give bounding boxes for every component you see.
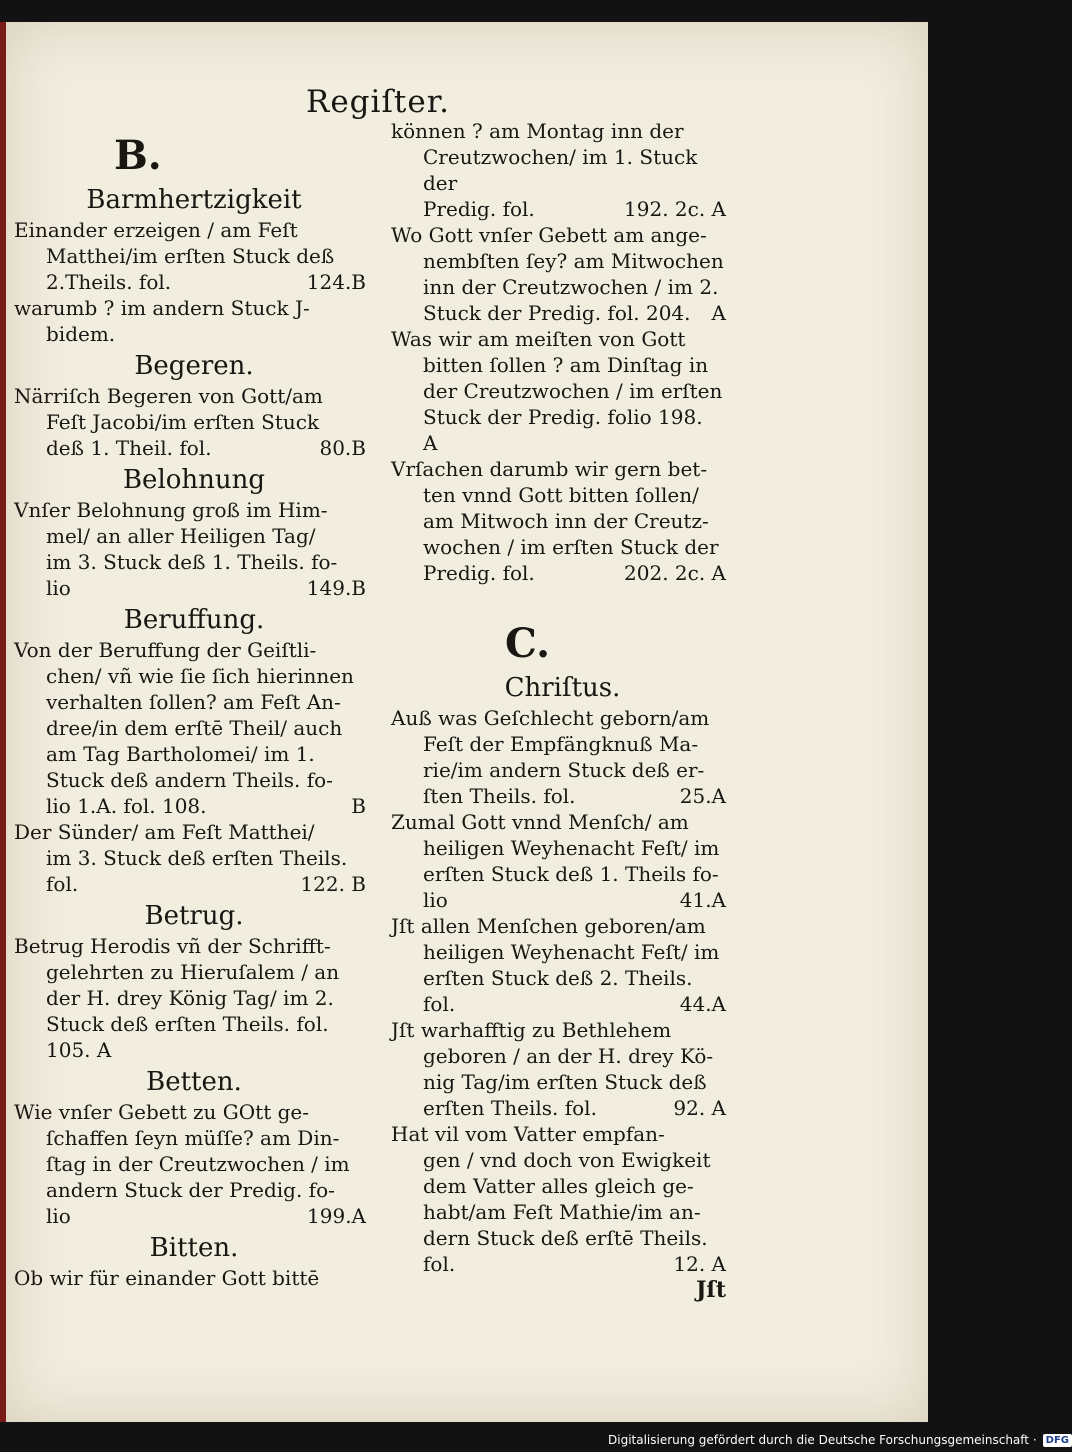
index-entry [14, 295, 374, 347]
entry-line: fol. 12. A [391, 1251, 734, 1277]
index-entry [391, 1121, 734, 1277]
folio-reference: 149.B [306, 576, 366, 600]
entry-line: ten vnnd Gott bitten ſollen/ [423, 483, 699, 507]
topic-heading: Betrug. [144, 901, 244, 931]
entry-line: dem Vatter alles gleich ge- [423, 1174, 694, 1198]
topic-heading: Belohnung [122, 465, 266, 495]
entry-line: verhalten ſollen? am Feſt An- [46, 690, 341, 714]
folio-reference: 44.A [679, 992, 726, 1016]
folio-reference: B [351, 794, 366, 818]
entry-line: warumb ? im andern Stuck J- [14, 296, 310, 320]
entry-line: Hat vil vom Vatter empfan- [391, 1122, 665, 1146]
entry-line: chen/ vñ wie ſie ſich hierinnen [46, 664, 354, 688]
book-page [6, 22, 928, 1422]
entry-line: am Tag Bartholomei/ im 1. [46, 742, 315, 766]
entry-line: 2.Theils. fol. 124.B [14, 269, 374, 295]
footer-text: Digitalisierung gefördert durch die Deutsche Forschungsgemeinschaft · [608, 1433, 1037, 1447]
entry-line: bidem. [46, 322, 116, 346]
entry-line: 105. A [46, 1038, 112, 1062]
entry-line: erſten Stuck deß 1. Theils fo- [423, 862, 719, 886]
topic-heading: Chriſtus. [504, 673, 621, 703]
index-entry [14, 217, 374, 295]
entry-line: ſten Theils. fol. 25.A [391, 783, 734, 809]
entry-line: Stuck der Predig. fol. 204. A [391, 300, 734, 326]
topic-heading: Beruffung. [123, 605, 265, 635]
entry-line: lio 1.A. fol. 108. B [14, 793, 374, 819]
entry-line: erſten Theils. fol. 92. A [391, 1095, 734, 1121]
entry-line: nembſten ſey? am Mitwochen [423, 249, 724, 273]
entry-line: A [423, 431, 438, 455]
entry-line: Matthei/im erſten Stuck deß [46, 244, 335, 268]
folio-reference: 25.A [679, 784, 726, 808]
entry-line: Was wir am meiſten von Gott [391, 327, 686, 351]
index-entry [391, 118, 734, 222]
folio-reference: 41.A [679, 888, 726, 912]
index-entry [14, 497, 374, 601]
section-letter: B. [114, 132, 162, 179]
folio-reference: 12. A [673, 1252, 726, 1276]
section-letter: C. [504, 620, 551, 667]
entry-line: ſtag in der Creutzwochen / im [46, 1152, 350, 1176]
entry-line: heiligen Weyhenacht Feſt/ im [423, 836, 720, 860]
entry-line: im 3. Stuck deß erſten Theils. [46, 846, 348, 870]
entry-line: Zumal Gott vnnd Menſch/ am [391, 810, 689, 834]
entry-line: Stuck der Predig. folio 198. [423, 405, 703, 429]
folio-reference: 92. A [673, 1096, 726, 1120]
folio-reference: 192. 2c. A [624, 197, 726, 221]
entry-line: bitten ſollen ? am Dinſtag in [423, 353, 709, 377]
entry-line: gelehrten zu Hieruſalem / an [46, 960, 340, 984]
entry-line: inn der Creutzwochen / im 2. [423, 275, 719, 299]
entry-line: Stuck deß erſten Theils. fol. [46, 1012, 329, 1036]
index-entry [391, 456, 734, 586]
entry-line: Auß was Geſchlecht geborn/am [391, 706, 710, 730]
entry-line: lio 149.B [14, 575, 374, 601]
entry-line: rie/im andern Stuck deß er- [423, 758, 705, 782]
folio-reference: 199.A [307, 1204, 366, 1228]
entry-line: lio 41.A [391, 887, 734, 913]
folio-reference: 124.B [306, 270, 366, 294]
entry-line: deß 1. Theil. fol. 80.B [14, 435, 374, 461]
entry-line: ſchaffen ſeyn müſſe? am Din- [46, 1126, 340, 1150]
right-column [391, 118, 734, 1303]
index-entry [391, 222, 734, 326]
topic-heading: Betten. [146, 1067, 242, 1097]
entry-line: Creutzwochen/ im 1. Stuck der [423, 145, 698, 195]
entry-line: Närriſch Begeren von Gott/am [14, 384, 323, 408]
index-entry [391, 1017, 734, 1121]
index-entry [391, 913, 734, 1017]
index-entry [14, 637, 374, 819]
entry-line: Predig. fol. 192. 2c. A [391, 196, 734, 222]
entry-line: mel/ an aller Heiligen Tag/ [46, 524, 316, 548]
entry-line: erſten Stuck deß 2. Theils. [423, 966, 693, 990]
dfg-logo: DFG [1043, 1434, 1072, 1447]
index-entry [14, 383, 374, 461]
entry-line: Predig. fol. 202. 2c. A [391, 560, 734, 586]
entry-line: heiligen Weyhenacht Feſt/ im [423, 940, 720, 964]
entry-line: Ob wir für einander Gott bittē [14, 1266, 320, 1290]
index-entry [14, 1265, 374, 1291]
entry-line: habt/am Feſt Mathie/im an- [423, 1200, 701, 1224]
index-entry [391, 326, 734, 456]
entry-line: lio 199.A [14, 1203, 374, 1229]
entry-line: Vrſachen darumb wir gern bet- [391, 457, 708, 481]
index-entry [14, 819, 374, 897]
index-entry [391, 809, 734, 913]
entry-line: im 3. Stuck deß 1. Theils. fo- [46, 550, 338, 574]
entry-line: Betrug Herodis vñ der Schrifft- [14, 934, 331, 958]
entry-line: dern Stuck deß erſtē Theils. [423, 1226, 708, 1250]
entry-line: nig Tag/im erſten Stuck deß [423, 1070, 707, 1094]
entry-line: Einander erzeigen / am Feſt [14, 218, 298, 242]
index-entry [391, 705, 734, 809]
entry-line: der Creutzwochen / im erſten [423, 379, 723, 403]
entry-line: Von der Beruffung der Geiſtli- [14, 638, 317, 662]
entry-line: können ? am Montag inn der [391, 119, 684, 143]
entry-line: wochen / im erſten Stuck der [423, 535, 719, 559]
entry-line: dree/in dem erſtē Theil/ auch [46, 716, 343, 740]
page-heading: Regiſter. [306, 84, 450, 120]
entry-line: Feſt Jacobi/im erſten Stuck [46, 410, 320, 434]
entry-line: Wo Gott vnſer Gebett am ange- [391, 223, 707, 247]
entry-line: Jſt warhafftig zu Bethlehem [391, 1018, 672, 1042]
left-column [14, 118, 374, 1291]
entry-line: Der Sünder/ am Feſt Matthei/ [14, 820, 315, 844]
topic-heading: Barmhertzigkeit [86, 185, 302, 215]
entry-line: Stuck deß andern Theils. fo- [46, 768, 333, 792]
topic-heading: Begeren. [134, 351, 254, 381]
entry-line: fol. 44.A [391, 991, 734, 1017]
entry-line: gen / vnd doch von Ewigkeit [423, 1148, 711, 1172]
entry-line: geboren / an der H. drey Kö- [423, 1044, 714, 1068]
topic-heading: Bitten. [149, 1233, 239, 1263]
index-entry [14, 1099, 374, 1229]
index-entry [14, 933, 374, 1063]
entry-line: Jſt allen Menſchen geboren/am [391, 914, 706, 938]
folio-reference: A [711, 301, 726, 325]
entry-line: der H. drey König Tag/ im 2. [46, 986, 334, 1010]
entry-line: Wie vnſer Gebett zu GOtt ge- [14, 1100, 309, 1124]
folio-reference: 202. 2c. A [624, 561, 726, 585]
footer [608, 1430, 1069, 1450]
entry-line: am Mitwoch inn der Creutz- [423, 509, 709, 533]
entry-line: Feſt der Empfängknuß Ma- [423, 732, 699, 756]
entry-line: Vnſer Belohnung groß im Him- [14, 498, 328, 522]
folio-reference: 122. B [300, 872, 366, 896]
entry-line: andern Stuck der Predig. fo- [46, 1178, 335, 1202]
entry-line: fol. 122. B [14, 871, 374, 897]
folio-reference: 80.B [319, 436, 366, 460]
catchword: Jſt [695, 1277, 726, 1303]
